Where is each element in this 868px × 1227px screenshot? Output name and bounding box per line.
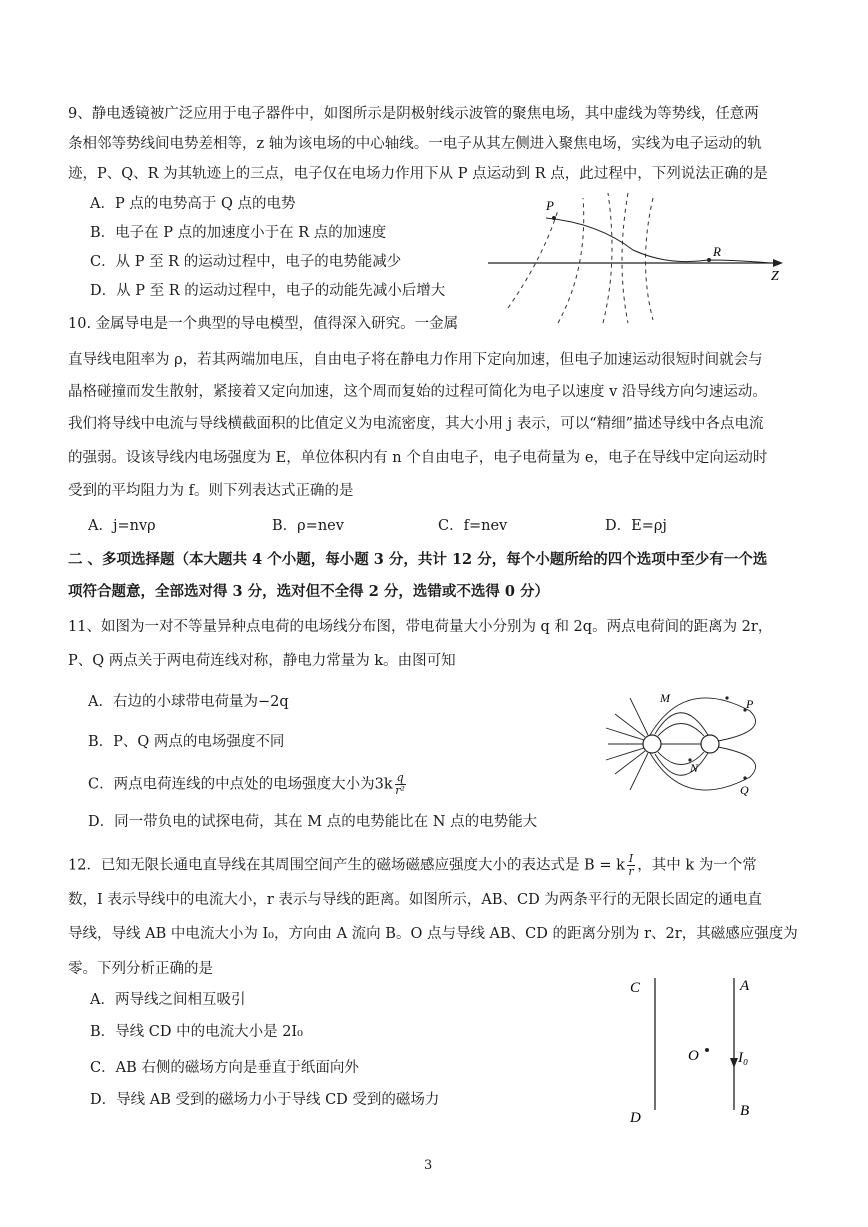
q9-label-r: R [713, 244, 721, 259]
q12-option-d: D．导线 AB 受到的磁场力小于导线 CD 受到的磁场力 [90, 1092, 440, 1108]
q9-stem-line1: 9、静电透镜被广泛应用于电子器件中，如图所示是阴极射线示波管的聚焦电场，其中虚线为等势线，任意两 [68, 106, 759, 122]
q11-fraction-denominator: r² [395, 784, 405, 797]
q12-formula-fraction [627, 853, 635, 878]
page-number: 3 [424, 1158, 433, 1173]
q10-option-a: A．j=nvρ [88, 518, 156, 534]
q12-fraction-denominator: r [628, 865, 634, 878]
q12-stem-line2: 数，I 表示导线中的电流大小，r 表示与导线的距离。如图所示，AB、CD 为两条平行的无限长固定的通电直 [68, 892, 762, 908]
q11-option-c-text: C．两点电荷连线的中点处的电场强度大小为3k [88, 776, 393, 793]
q12-stem-line1 [68, 853, 757, 878]
q12-stem-line4: 零。下列分析正确的是 [68, 961, 213, 977]
q9-stem-line3: 迹，P、Q、R 为其轨迹上的三点，电子仅在电场力作用下从 P 点运动到 R 点，此过程中，下列说法正确的是 [68, 166, 768, 182]
q11-option-d: D．同一带负电的试探电荷，其在 M 点的电势能比在 N 点的电势能大 [88, 814, 538, 830]
q12-option-c: C．AB 右侧的磁场方向是垂直于纸面向外 [90, 1060, 359, 1076]
q11-label-m: M [660, 691, 670, 705]
q12-option-b: B．导线 CD 中的电流大小是 2I₀ [90, 1024, 303, 1040]
q11-option-c [88, 772, 406, 797]
q10-stem-line4: 我们将导线中电流与导线横截面积的比值定义为电流密度，其大小用 j 表示，可以“精细”描述导线中各点电流 [68, 416, 764, 432]
q12-label-i0: I₀ [738, 1050, 749, 1066]
q10-stem-line1: 10. 金属导电是一个典型的导电模型，值得深入研究。一金属 [68, 316, 459, 332]
q12-fraction-numerator: I [628, 852, 634, 865]
q11-label-p: P [746, 697, 754, 711]
section2-heading-line1: 二 、多项选择题（本大题共 4 个小题，每小题 3 分，共计 12 分，每个小题所给的四个选项中至少有一个选 [68, 551, 768, 568]
q10-stem-line6: 受到的平均阻力为 f。则下列表达式正确的是 [68, 483, 354, 499]
section2-heading-line2: 项符合题意，全部选对得 3 分，选对但不全得 2 分，选错或不选得 0 分） [68, 583, 550, 600]
q10-stem-line3: 晶格碰撞而发生散射，紧接着又定向加速，这个周而复始的过程可简化为电子以速度 v 沿导线方向匀速运动。 [68, 384, 767, 400]
q12-parallel-wires-figure [620, 970, 770, 1130]
q12-label-c: C [630, 980, 641, 996]
q11-option-a: A．右边的小球带电荷量为−2q [88, 694, 289, 710]
q12-label-d: D [630, 1110, 641, 1126]
q12-label-a: A [740, 978, 750, 994]
q12-stem-line1-tail: ，其中 k 为一个常 [637, 857, 757, 874]
q9-option-a: A．P 点的电势高于 Q 点的电势 [90, 196, 296, 212]
q11-stem-line2: P、Q 两点关于两电荷连线对称，静电力常量为 k。由图可知 [68, 653, 456, 669]
q9-label-p: P [546, 198, 554, 213]
q9-label-z: Z [771, 269, 779, 284]
q11-field-lines-figure [600, 686, 780, 806]
q9-option-b: B．电子在 P 点的加速度小于在 R 点的加速度 [90, 225, 387, 241]
q9-stem-line2: 条相邻等势线间电势差相等，z 轴为该电场的中心轴线。一电子从其左侧进入聚焦电场，实线为电子运动的轨 [68, 136, 762, 152]
q12-label-b: B [740, 1103, 750, 1119]
q9-focusing-field-figure [488, 188, 793, 328]
q11-label-q: Q [740, 783, 749, 797]
q12-stem-line3: 导线，导线 AB 中电流大小为 I₀，方向由 A 流向 B。O 点与导线 AB、CD 的距离分别为 r、2r，其磁感应强度为 [68, 926, 798, 942]
q11-option-b: B．P、Q 两点的电场强度不同 [88, 734, 285, 750]
q12-stem-line1-text: 12．已知无限长通电直导线在其周围空间产生的磁场磁感应强度大小的表达式是 B = k [68, 857, 625, 874]
q9-option-c: C．从 P 至 R 的运动过程中，电子的电势能减少 [90, 254, 402, 270]
q10-option-c: C．f=nev [438, 518, 508, 534]
q10-option-b: B．ρ=nev [272, 518, 344, 534]
q12-label-o: O [688, 1048, 699, 1064]
q10-stem-line5: 的强弱。设该导线内电场强度为 E，单位体积内有 n 个自由电子，电子电荷量为 e，电子在导线中定向运动时 [68, 450, 768, 466]
q10-stem-line2: 直导线电阻率为 ρ，若其两端加电压，自由电子将在静电力作用下定向加速，但电子加速运动很短时间就会与 [68, 352, 763, 368]
q11-option-c-fraction [395, 772, 406, 797]
q10-option-d: D．E=ρj [605, 518, 667, 534]
q12-option-a: A．两导线之间相互吸引 [90, 992, 246, 1008]
q11-fraction-numerator: q [396, 771, 404, 784]
q11-stem-line1: 11、如图为一对不等量异种点电荷的电场线分布图，带电荷量大小分别为 q 和 2q。两点电荷间的距离为 2r， [68, 619, 773, 635]
q11-label-n: N [690, 761, 699, 775]
q9-option-d: D．从 P 至 R 的运动过程中，电子的动能先减小后增大 [90, 283, 446, 299]
